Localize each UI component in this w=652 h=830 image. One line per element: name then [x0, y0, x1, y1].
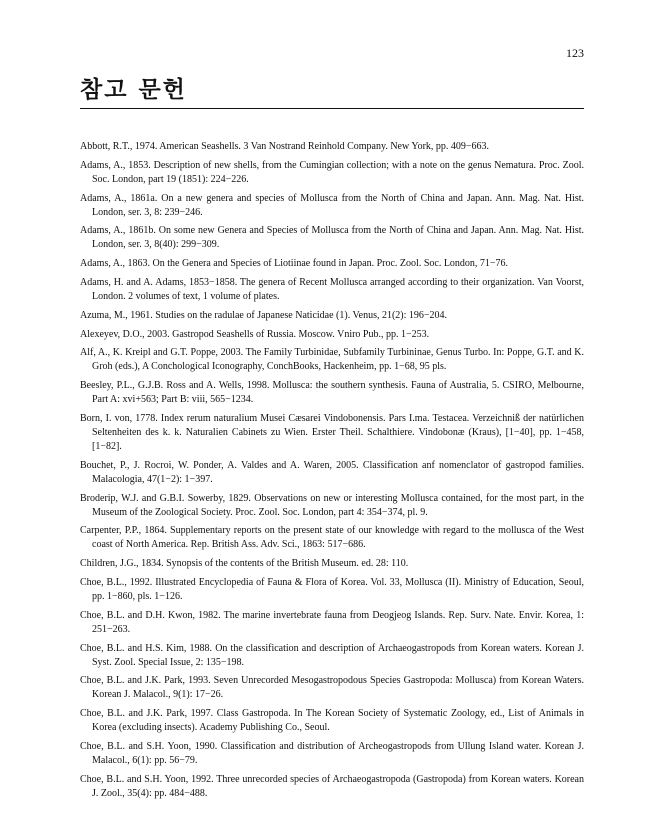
reference-item: Adams, A., 1863. On the Genera and Species of Liotiinae found in Japan. Proc. Zool. Soc. London, 71−76.	[80, 258, 509, 270]
reference-item: Adams, A., 1861a. On a new genera and species of Mollusca from the North of China and Japan. Ann. Mag. Nat. Hist. London, ser. 3, 8: 239−246.	[80, 192, 584, 218]
reference-item: Adams, H. and A. Adams, 1853−1858. The genera of Recent Mollusca arranged according to their organization. Van Voorst, London. 2 volumes of text, 1 volume of plates.	[80, 276, 584, 302]
reference-item: Born, I. von, 1778. Index rerum naturalium Musei Cæsarei Vindobonensis. Pars I.ma. Testacea. Verzeichniß der natürlichen Seltenheiten des k. k. Naturalien Cabinets zu Wien. Erster Theil. Schalthiere. Vindobonæ (Kraus), [1−40], pp. 1−458, [1−82].	[80, 412, 584, 452]
reference-item: Azuma, M., 1961. Studies on the radulae of Japanese Naticidae (1). Venus, 21(2): 196−204.	[80, 309, 448, 321]
reference-item: Abbott, R.T., 1974. American Seashells. 3 Van Nostrand Reinhold Company. New York, pp. 409−663.	[80, 141, 490, 152]
reference-item: Alf, A., K. Kreipl and G.T. Poppe, 2003. The Family Turbinidae, Subfamily Turbininae, Genus Turbo. In: Poppe, G.T. and K. Groh (eds.), A Conchological Iconography, ConchBooks, Hackenheim, pp. 1−68, 95 pls.	[80, 347, 584, 373]
reference-item: Choe, B.L. and D.H. Kwon, 1982. The marine invertebrate fauna from Deogjeog Islands. Rep. Surv. Nate. Envir. Korea, 1: 251−263.	[80, 609, 584, 635]
reference-item: Choe, B.L. and J.K. Park, 1997. Class Gastropoda. In The Korean Society of Systematic Zoology, ed., List of Animals in Korea (excluding insects). Academy Publishing Co., Seoul.	[80, 708, 584, 734]
heading-divider	[80, 108, 584, 109]
reference-item: Bouchet, P., J. Rocroi, W. Ponder, A. Valdes and A. Waren, 2005. Classification anf nomenclator of gastropod families. Malacologia, 47(1−2): 1−397.	[80, 459, 584, 485]
page-title: 참고 문헌	[80, 77, 187, 103]
reference-item: Children, J.G., 1834. Synopsis of the contents of the British Museum. ed. 28: 110.	[80, 558, 409, 570]
reference-item: Choe, B.L. and S.H. Yoon, 1990. Classification and distribution of Archeogastropods from Ullung Island water. Korean J. Malacol., 6(1): pp. 56−79.	[80, 740, 584, 766]
reference-list	[80, 140, 584, 806]
reference-item: Choe, B.L. and J.K. Park, 1993. Seven Unrecorded Mesogastropodous Species Gastropoda: Mollusca) from Korean Waters. Korean J. Malacol., 9(1): 17−26.	[80, 675, 584, 701]
reference-item: Carpenter, P.P., 1864. Supplementary reports on the present state of our knowledge with regard to the mollusca of the West coast of North America. Rep. British Ass. Adv. Sci., 1863: 517−686.	[80, 525, 584, 551]
reference-item: Beesley, P.L., G.J.B. Ross and A. Wells, 1998. Mollusca: the southern synthesis. Fauna of Australia, 5. CSIRO, Melbourne, Part A: xvi+563; Part B: viii, 565−1234.	[80, 380, 584, 406]
document-page	[80, 0, 584, 830]
reference-item: Choe, B.L. and H.S. Kim, 1988. On the classification and description of Archaeogastropods from Korean waters. Korean J. Syst. Zool. Special Issue, 2: 135−198.	[80, 642, 584, 668]
reference-item: Broderip, W.J. and G.B.I. Sowerby, 1829. Observations on new or interesting Mollusca contained, for the most part, in the Museum of the Zoological Society. Proc. Zool. Soc. London, part 4: 354−374, pl. 9.	[80, 492, 584, 518]
reference-item: Adams, A., 1861b. On some new Genera and Species of Mollusca from the North of China and Japan. Ann. Mag. Nat. Hist. London, ser. 3, 8(40): 299−309.	[80, 225, 584, 251]
reference-item: Choe, B.L. and S.H. Yoon, 1992. Three unrecorded species of Archaeogastropoda (Gastropoda) from Korean waters. Korean J. Zool., 35(4): pp. 484−488.	[80, 773, 584, 799]
page-number: 123	[566, 46, 584, 60]
reference-item: Choe, B.L., 1992. Illustrated Encyclopedia of Fauna & Flora of Korea. Vol. 33, Mollusca (II). Ministry of Education, Seoul, pp. 1−860, pls. 1−126.	[80, 576, 584, 602]
reference-item: Adams, A., 1853. Description of new shells, from the Cumingian collection; with a note on the genus Nematura. Proc. Zool. Soc. London, part 19 (1851): 224−226.	[80, 159, 584, 185]
reference-item: Alexeyev, D.O., 2003. Gastropod Seashells of Russia. Moscow. Vniro Pub., pp. 1−253.	[80, 328, 430, 340]
